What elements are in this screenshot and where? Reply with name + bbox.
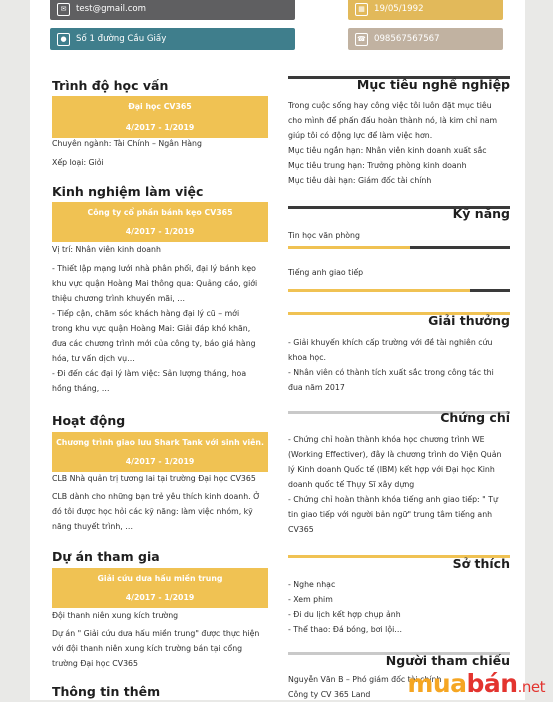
skills-title: Kỹ năng [452,206,510,221]
text-line: doanh quốc tế Thụy Sĩ xây dựng [288,480,415,489]
text-line: Chuyên ngành: Tài Chính – Ngân Hàng [52,139,202,148]
text-line: Công ty CV 365 Land [288,690,371,699]
phone-contact [348,28,503,50]
certificates-title: Chứng chỉ [440,410,510,425]
text-line: tin giao tiếp với người bản ngữ" trung tâm tiếng anh [288,510,493,519]
text-line: lý Kinh doanh Quốc tế (IBM) kết hợp với Đại học Kinh [288,465,495,474]
email-contact [50,0,295,20]
text-line: - Chứng chỉ hoàn thành khóa học chương trình WE [288,435,485,444]
certificates-text [288,432,522,537]
more-info-title: Thông tin thêm [52,684,161,699]
text-line: Vị trí: Nhân viên kinh doanh [52,245,161,254]
activities-program: Chương trình giao lưu Shark Tank với sinh viên. [56,438,264,447]
experience-company: Công ty cổ phần bánh kẹo CV365 [87,208,233,217]
address-contact [50,28,295,50]
references-title: Người tham chiếu [385,653,510,668]
dob-text: 19/05/1992 [374,4,424,14]
text-line: với đội thanh niên xung kích trường bán tại cổng [52,644,243,653]
text-line: - Tiếp cận, chăm sóc khách hàng đại lý cũ – mới [52,309,240,318]
education-bar [52,96,268,138]
location-pin-icon: ● [57,33,70,46]
text-line: đưa các chương trình mới của công ty, báo giá hàng [52,339,256,348]
projects-dates: 4/2017 - 1/2019 [125,593,195,602]
calendar-icon: ▦ [355,3,368,16]
experience-details [52,242,288,396]
projects-name: Giải cứu dưa hấu miền trung [97,574,223,583]
text-line: hồng tháng, … [52,384,110,393]
education-school: Đại học CV365 [128,102,192,111]
text-line: - Chứng chỉ hoàn thành khóa tiếng anh giao tiếp: " Tự [288,495,498,504]
text-line: CLB dành cho những bạn trẻ yêu thích kinh doanh. Ở [52,492,261,501]
phone-text: 098567567567 [374,34,440,44]
text-line: CV365 [288,525,314,534]
email-text: test@gmail.com [76,4,147,14]
text-line: Trong cuộc sống hay công việc tôi luôn đặt mục tiêu [288,101,492,110]
projects-details [52,608,292,671]
text-line: cho mình để phấn đấu hoàn thành nó, là kim chỉ nam [288,116,498,125]
text-line: Mục tiêu ngắn hạn: Nhân viên kinh doanh xuất sắc [288,146,487,155]
text-line: - Thiết lập mạng lưới nhà phân phối, đại lý bánh kẹo [52,264,256,273]
awards-title: Giải thưởng [428,313,510,328]
text-line: trường Đại học CV365 [52,659,138,668]
text-line: hóa, tư vấn dịch vụ… [52,354,135,363]
text-line: khu vực quận Hoàng Mai thông qua: Quảng cáo, giới [52,279,258,288]
text-line: - Đi đến các đại lý làm việc: Sản lượng tháng, hoa [52,369,247,378]
text-line: Đội thanh niên xung kích trường [52,611,179,620]
text-line: đua năm 2017 [288,383,345,392]
education-title: Trình độ học vấn [52,78,169,93]
skill-label: Tiếng anh giao tiếp [288,268,364,277]
text-line: (Working Effectiver), đây là chương trình do Viện Quản [288,450,502,459]
text-line: năng thuyết trình, … [52,522,134,531]
text-line: khoa học. [288,353,326,362]
projects-title: Dự án tham gia [52,549,160,564]
activities-title: Hoạt động [52,413,126,428]
text-line: Dự án " Giải cứu dưa hấu miền trung" được thực hiện [52,629,260,638]
text-line: thiệu chương trình khuyến mãi, … [52,294,186,303]
text-line: - Nhân viên có thành tích xuất sắc trong công tác thi [288,368,494,377]
skill-level-fill [288,289,470,292]
text-line: - Nghe nhạc [288,580,336,589]
activities-dates: 4/2017 - 1/2019 [125,457,195,466]
dob-contact [348,0,503,20]
text-line: giúp tôi có động lực để làm việc hơn. [288,131,433,140]
projects-bar [52,568,268,608]
text-line: - Xem phim [288,595,333,604]
text-line: Mục tiêu dài hạn: Giám đốc tài chính [288,176,432,185]
experience-dates: 4/2017 - 1/2019 [125,227,195,236]
experience-bar [52,202,268,242]
hobbies-text [288,577,518,637]
activities-bar [52,432,268,472]
education-dates: 4/2017 - 1/2019 [125,123,195,132]
address-text: Số 1 đường Cầu Giấy [76,34,167,44]
text-line: CLB Nhà quản trị tương lai tại trường Đại học CV365 [52,474,256,483]
activities-details [52,471,290,534]
text-line: trong khu vực quận Hoàng Mai: Giải đáp khó khăn, [52,324,251,333]
cv-page [30,0,525,700]
watermark-logo: muabán.net [407,669,545,698]
skill-label: Tin học văn phòng [288,231,360,240]
phone-icon: ☎ [355,33,368,46]
experience-title: Kinh nghiệm làm việc [52,184,204,199]
text-line: Nguyễn Văn B – Phó giám đốc tài chính [288,675,442,684]
text-line: Xếp loại: Giỏi [52,158,104,167]
objective-title: Mục tiêu nghề nghiệp [356,77,510,92]
education-details [52,136,282,170]
text-line: - Thể thao: Đá bóng, bơi lội… [288,625,403,634]
text-line: - Giải khuyến khích cấp trường với đề tài nghiên cứu [288,338,493,347]
awards-text [288,335,520,395]
text-line: đó tôi được học hỏi các kỹ năng: làm việc nhóm, kỹ [52,507,253,516]
text-line: - Đi du lịch kết hợp chụp ảnh [288,610,401,619]
text-line: Mục tiêu trung hạn: Trưởng phòng kinh doanh [288,161,467,170]
skill-level-fill [288,246,410,249]
objective-text [288,98,518,188]
hobbies-title: Sở thích [452,556,510,571]
email-icon: ✉ [57,3,70,16]
